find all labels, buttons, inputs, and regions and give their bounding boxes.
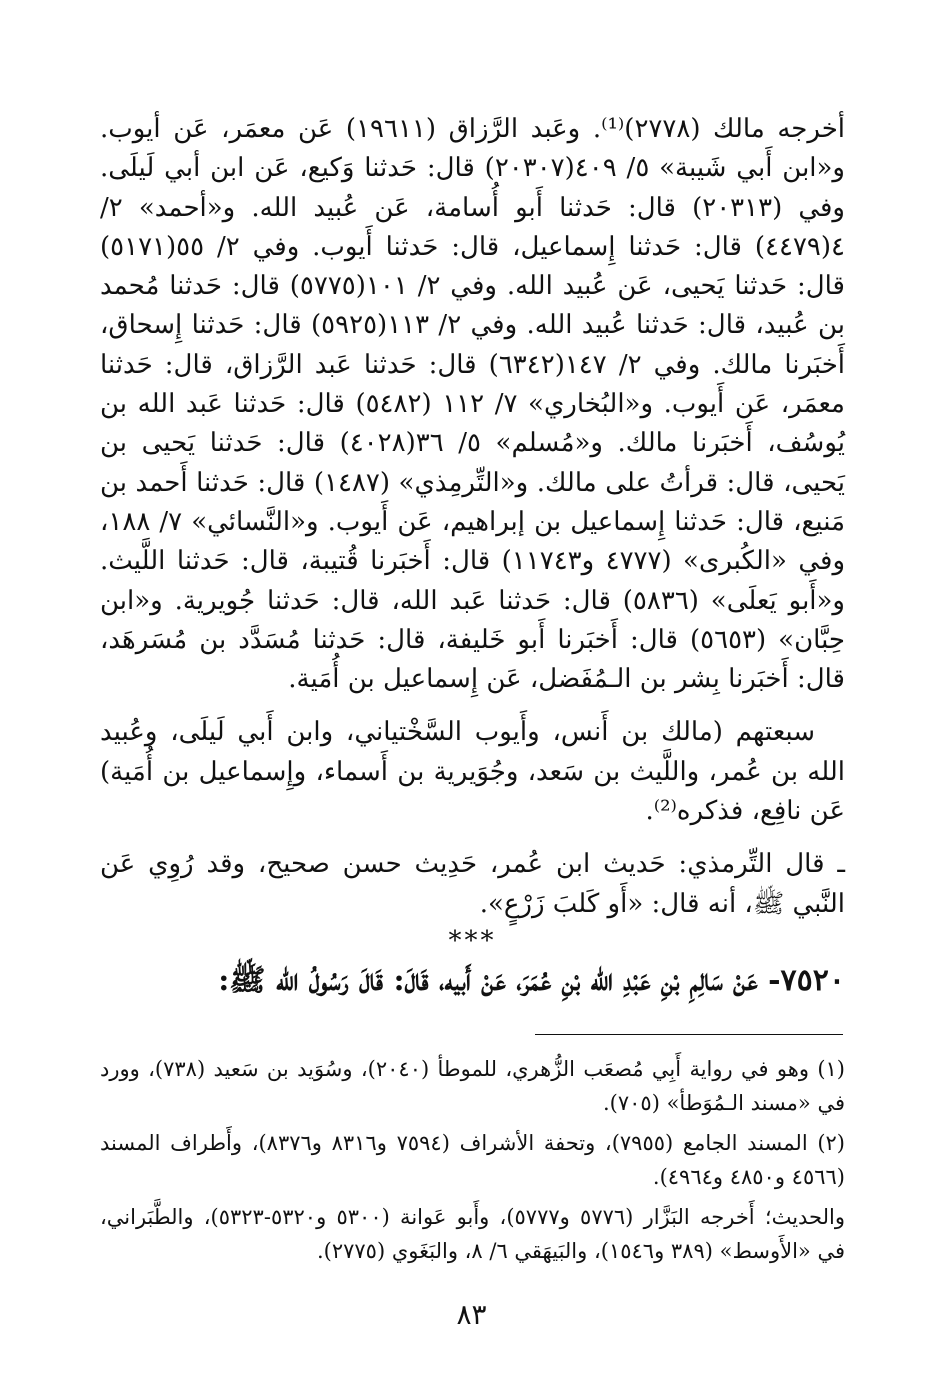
footnote-separator [535, 1034, 843, 1035]
hadith-heading: ٧٥٢٠- عَنْ سَالِمِ بْنِ عَبْدِ الله بْنِ عُمَرَ، عَنْ أَبيه، قَالَ: قَالَ رَسُولُ الله ﷺ: [218, 962, 845, 998]
section-divider-stars: *** [448, 925, 497, 956]
takhrij-paragraph: أخرجه مالك (٢٧٧٨)⁽¹⁾. وعَبد الرَّزاق (١٩٦١١) عَن معمَر، عَن أيوب. و«ابن أَبي شَيبة» ٥/ ٤٠٩(٢٠٣٠٧) قال: حَدثنا وَكيع، عَن ابن أبي لَيلَى. وفي (٢٠٣١٣) قال: حَدثنا أَبو أُسامة، عَن عُبيد الله. و«أحمد» ٢/ ٤(٤٤٧٩) قال: حَدثنا إِسماعيل، قال: حَدثنا أَيوب. وفي ٢/ ٥٥(٥١٧١) قال: حَدثنا يَحيى، عَن عُبيد الله. وفي ٢/ ١٠١(٥٧٧٥) قال: حَدثنا مُحمد بن عُبيد، قال: حَدثنا عُبيد الله. وفي ٢/ ١١٣(٥٩٢٥) قال: حَدثنا إِسحاق، أَخبَرنا مالك. وفي ٢/ ١٤٧(٦٣٤٢) قال: حَدثنا عَبد الرَّزاق، قال: حَدثنا معمَر، عَن أَيوب. و«البُخاري» ٧/ ١١٢ (٥٤٨٢) قال: حَدثنا عَبد الله بن يُوسُف، أَخبَرنا مالك. و«مُسلم» ٥/ ٣٦(٤٠٢٨) قال: حَدثنا يَحيى بن يَحيى، قال: قرأتُ على مالك. و«التِّرمِذي» (١٤٨٧) قال: حَدثنا أَحمد بن مَنيع، قال: حَدثنا إِسماعيل بن إبراهيم، عَن أَيوب. و«النَّسائي» ٧/ ١٨٨، وفي «الكُبرى» (٤٧٧٧ و١١٧٤٣) قال: أَخبَرنا قُتيبة، قال: حَدثنا اللَّيث. و«أَبو يَعلَى» (٥٨٣٦) قال: حَدثنا عَبد الله، قال: حَدثنا جُويرية. و«ابن حِبَّان» (٥٦٥٣) قال: أَخبَرنا أَبو خَليفة، قال: حَدثنا مُسَدَّد بن مُسَرهَد، قال: أَخبَرنا بِشر بن الـمُفَضل، عَن إِسماعيل بن أُمَية. [100, 114, 846, 695]
footnote-1: (١) وهو في رواية أَبِي مُصعَب الزُّهري، للموطأ (٢٠٤٠)، وسُوَيد بن سَعيد (٧٣٨)، وورد في «مسند الـمُوَطأ» (٧٠٥). [100, 1057, 845, 1115]
tirmidhi-note-paragraph: ـ قال التِّرمذي: حَديث ابن عُمر، حَدِيث حسن صحيح، وقد رُوِي عَن النَّبي ﷺ، أنه قال: «أَو كَلبَ زَرْعٍ». [100, 849, 845, 919]
page-content [100, 110, 845, 1002]
footnotes [100, 1052, 845, 1268]
main-text [100, 110, 845, 924]
summary-paragraph: سبعتهم (مالك بن أَنس، وأَيوب السَّخْتياني، وابن أَبي لَيلَى، وعُبيد الله بن عُمر، واللَّيث بن سَعد، وجُوَيرية بن أَسماء، وإِسماعيل بن أُمَية) عَن نافِع، فذكره⁽²⁾. [100, 717, 845, 827]
page-number: ٨٣ [456, 1298, 487, 1331]
footnote-2: (٢) المسند الجامع (٧٩٥٥)، وتحفة الأشراف (٧٥٩٤ و٨٣١٦ و٨٣٧٦)، وأَطراف المسند (٤٥٦٦ و٤٨٥٠ و٤٩٦٤). [100, 1131, 845, 1189]
footnote-2-continuation: والحديث؛ أَخرجه البَزَّار (٥٧٧٦ و٥٧٧٧)، وأَبو عَوانة (٥٣٠٠ و٥٣٢٠-٥٣٢٣)، والطَّبَراني، في «الأَوسط» (٣٨٩ و١٥٤٦)، والبَيهَقي ٦/ ٨، والبَغَوي (٢٧٧٥). [100, 1205, 845, 1263]
